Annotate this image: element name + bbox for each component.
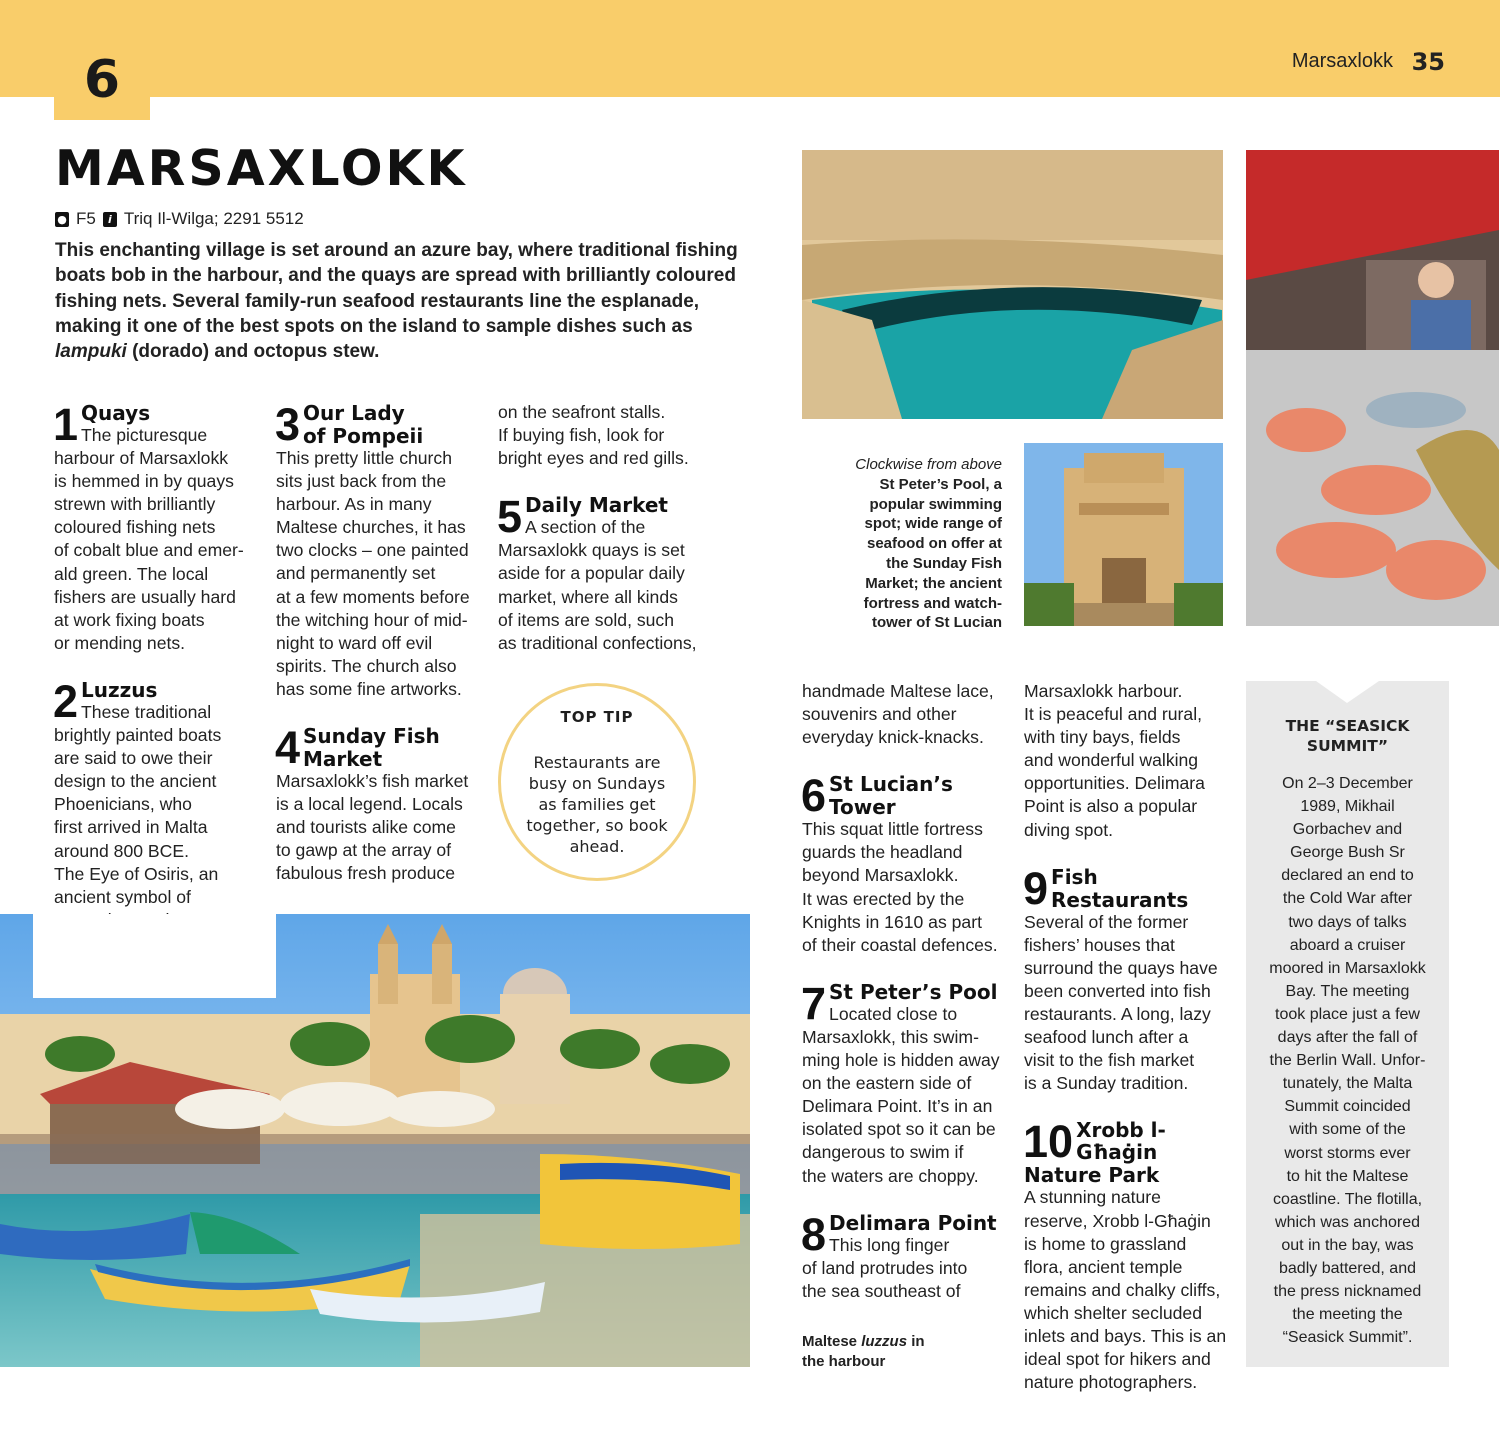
- body-line: It is peaceful and rural,: [1024, 704, 1202, 725]
- text-line: days after the fall of: [1277, 1029, 1418, 1047]
- body-line: seafood lunch after a: [1024, 1027, 1189, 1048]
- page-number: 35: [1411, 48, 1445, 76]
- body-line: If buying fish, look for: [498, 425, 665, 446]
- body-line: everyday knick-knacks.: [802, 727, 984, 748]
- top-tip-text: [508, 752, 686, 857]
- body-line: harbour. As in many: [276, 494, 432, 515]
- text-line: the meeting the: [1292, 1306, 1403, 1324]
- entry-title: Market: [303, 747, 383, 772]
- body-line: of items are sold, such: [498, 609, 675, 630]
- body-line: the witching hour of mid-: [276, 609, 468, 630]
- body-line: the waters are choppy.: [802, 1165, 979, 1186]
- entry-title: Nature Park: [1024, 1163, 1160, 1188]
- body-line: dangerous to swim if: [802, 1142, 964, 1163]
- body-line: Marsaxlokk, this swim-: [802, 1026, 979, 1047]
- body-line: has some fine artworks.: [276, 678, 462, 699]
- entry-sunday-fish-market: [276, 724, 491, 885]
- tower-illustration: [1024, 443, 1223, 626]
- body-line: handmade Maltese lace,: [802, 681, 994, 701]
- text-line: SUMMIT”: [1306, 737, 1389, 755]
- body-line: night to ward off evil: [276, 632, 433, 653]
- body-line: which shelter secluded: [1024, 1302, 1202, 1323]
- top-tip-heading: TOP TIP: [560, 708, 634, 726]
- harbour-photo-caption: Maltese luzzus in the harbour: [802, 1333, 925, 1370]
- column-1: [54, 401, 274, 978]
- body-line: and wonderful walking: [1024, 750, 1199, 771]
- body-line: flora, ancient temple: [1024, 1256, 1183, 1277]
- entry-title: Xrobb l-Għaġin: [1076, 1118, 1166, 1165]
- text-line: out in the bay, was: [1281, 1236, 1414, 1254]
- body-line: opportunities. Delimara: [1024, 773, 1205, 794]
- text-line: St Peter’s Pool, a: [879, 475, 1002, 493]
- chapter-number: 6: [83, 50, 121, 110]
- body-line: Marsaxlokk’s fish market: [276, 771, 469, 792]
- page-title: MARSAXLOKK: [55, 140, 468, 197]
- body-line: of land protrudes into: [802, 1257, 968, 1278]
- body-line: Phoenicians, who: [54, 794, 192, 815]
- body-line: souvenirs and other: [802, 704, 957, 725]
- entry-title: Luzzus: [81, 677, 158, 702]
- body-line: bright eyes and red gills.: [498, 448, 689, 469]
- text-line: Bay. The meeting: [1285, 982, 1410, 1000]
- fish-market-illustration: [1246, 150, 1499, 626]
- body-line: ancient symbol of: [54, 886, 191, 907]
- info-icon: i: [103, 212, 117, 227]
- body-line: ideal spot for hikers and: [1024, 1349, 1211, 1370]
- text-line: George Bush Sr: [1290, 844, 1405, 862]
- text-line: seafood on offer at: [866, 535, 1002, 553]
- entry-title: of Pompeii: [303, 424, 424, 448]
- text-line: aboard a cruiser: [1289, 936, 1406, 954]
- entry-quays: [54, 401, 274, 655]
- entry-heading: [1023, 862, 1239, 914]
- entry-title: Fish: [1051, 864, 1098, 889]
- st-peters-pool-photo: [802, 150, 1223, 419]
- text-line: with some of the: [1289, 1121, 1406, 1139]
- text-line: Gorbachev and: [1292, 821, 1403, 839]
- body-line: aside for a popular daily: [498, 563, 685, 584]
- text-line: tower of St Lucian: [871, 614, 1002, 632]
- entry-title: St Peter’s Pool: [829, 979, 998, 1004]
- entry-number: 8: [801, 1208, 827, 1260]
- body-line: beyond Marsaxlokk.: [802, 865, 959, 886]
- body-line: ald green. The local: [54, 563, 209, 584]
- body-line: of their coastal defences.: [802, 934, 998, 955]
- text-line: to hit the Maltese: [1286, 1167, 1409, 1185]
- fish-market-photo: [1246, 150, 1499, 626]
- body-line: at work fixing boats: [54, 609, 205, 630]
- body-line: These traditional: [81, 701, 212, 722]
- text-line: spot; wide range of: [864, 515, 1002, 533]
- body-line: at a few moments before: [276, 586, 470, 607]
- text-line: took place just a few: [1275, 1005, 1420, 1023]
- entry-number: 3: [275, 399, 301, 450]
- entry-number: 1: [53, 399, 79, 450]
- body-line: The Eye of Osiris, an: [54, 863, 219, 884]
- body-line: nature photographers.: [1024, 1372, 1198, 1393]
- entry-number: 2: [53, 675, 79, 727]
- entry-delimara-point: [801, 1208, 1017, 1303]
- body-line: and permanently set: [276, 563, 436, 584]
- text-line: badly battered, and: [1279, 1259, 1416, 1277]
- body-line: This squat little fortress: [802, 819, 983, 840]
- listing-meta: [55, 209, 304, 229]
- body-line: or mending nets.: [54, 632, 186, 653]
- body-line: to gawp at the array of: [276, 840, 452, 861]
- text-line: the press nicknamed: [1273, 1283, 1422, 1301]
- body-line: Several of the former: [1024, 911, 1189, 932]
- body-line: This long finger: [829, 1234, 950, 1255]
- body-line: is a local legend. Locals: [276, 794, 463, 815]
- entry-title: St Lucian’s: [829, 772, 953, 797]
- body-line: Located close to: [829, 1003, 958, 1024]
- entry-title: Sunday Fish: [303, 724, 440, 749]
- entry-title: Daily Market: [525, 493, 668, 518]
- body-line: A section of the: [525, 517, 646, 538]
- body-line: fabulous fresh produce: [276, 863, 455, 884]
- body-line: reserve, Xrobb l-Għaġin: [1024, 1210, 1211, 1231]
- entry-fish-restaurants: [1023, 862, 1239, 1096]
- text-line: 1989, Mikhail: [1300, 798, 1395, 816]
- entry-heading: [1024, 1118, 1239, 1186]
- body-line: on the seafront stalls.: [498, 402, 666, 422]
- st-lucian-tower-photo: [1024, 443, 1223, 626]
- text-line: two days of talks: [1288, 913, 1407, 931]
- text-line: worst storms ever: [1284, 1144, 1411, 1162]
- body-line: harbour of Marsaxlokk: [54, 448, 229, 469]
- body-line: fishers are usually hard: [54, 586, 236, 607]
- body-line: Knights in 1610 as part: [802, 911, 982, 932]
- body-line: visit to the fish market: [1024, 1050, 1195, 1071]
- map-pin-icon: ●: [55, 212, 69, 227]
- text-line: as families get: [538, 795, 656, 814]
- body-line: been converted into fish: [1024, 980, 1211, 1001]
- body-line: This pretty little church: [276, 448, 452, 468]
- body-line: ming hole is hidden away: [802, 1050, 1000, 1071]
- body-line: is a Sunday tradition.: [1024, 1073, 1189, 1094]
- text-line: THE “SEASICK: [1285, 717, 1410, 735]
- body-line: inlets and bays. This is an: [1024, 1325, 1227, 1346]
- body-line: is hemmed in by quays: [54, 471, 234, 492]
- body-line: isolated spot so it can be: [802, 1119, 996, 1140]
- sidebar-title: [1251, 716, 1444, 756]
- entry-st-peters-pool: [801, 977, 1017, 1188]
- photo-caption-intro: Clockwise from above: [855, 456, 1002, 473]
- text-line: busy on Sundays: [528, 774, 666, 793]
- text-line: Market; the ancient: [865, 574, 1002, 592]
- entry-number: 5: [497, 491, 523, 543]
- column-3: [498, 401, 713, 655]
- entry-number: 6: [801, 770, 827, 822]
- text-line: the Cold War after: [1282, 890, 1413, 908]
- text-line: “Seasick Summit”.: [1282, 1329, 1413, 1347]
- entry-daily-market: [498, 493, 713, 655]
- header-band: [0, 0, 1500, 97]
- body-line: are said to owe their: [54, 748, 213, 769]
- body-line: and tourists alike come: [276, 817, 456, 838]
- body-line: on the eastern side of: [802, 1073, 972, 1094]
- entry-title: Delimara Point: [829, 1210, 997, 1235]
- body-line: brightly painted boats: [54, 725, 222, 746]
- photo-caption-text: [802, 475, 1002, 633]
- body-line: is home to grassland: [1024, 1233, 1187, 1254]
- body-line: Maltese churches, it has: [276, 517, 466, 538]
- text-line: popular swimming: [869, 495, 1002, 513]
- intro-italic-term: lampuki: [55, 341, 127, 363]
- body-line: strewn with brilliantly: [54, 494, 216, 515]
- photo-caption: [802, 455, 1002, 633]
- entry-st-lucians-tower: [802, 772, 1017, 957]
- text-line: which was anchored: [1275, 1213, 1420, 1231]
- entry-heading: [275, 399, 491, 450]
- body-line: first arrived in Malta: [54, 817, 208, 838]
- column-2: [276, 401, 491, 886]
- text-line: the Sunday Fish: [886, 554, 1002, 572]
- entry-our-lady-of-pompeii: [276, 401, 491, 701]
- entry-heading: [801, 770, 1017, 822]
- body-line: with tiny bays, fields: [1024, 727, 1181, 748]
- body-line: A stunning nature: [1024, 1187, 1161, 1208]
- body-line: It was erected by the: [802, 888, 965, 909]
- body-line: as traditional confections,: [498, 632, 697, 653]
- entry-number: 9: [1023, 862, 1049, 914]
- body-line: sits just back from the: [276, 471, 447, 492]
- text-line: tunately, the Malta: [1282, 1075, 1413, 1093]
- body-line: Delimara Point. It’s in an: [802, 1096, 993, 1117]
- text-line: the Berlin Wall. Unfor-: [1269, 1052, 1426, 1070]
- body-line: spirits. The church also: [276, 655, 457, 676]
- body-line: the sea southeast of: [802, 1280, 961, 1301]
- text-line: Restaurants are: [533, 753, 661, 772]
- pool-illustration: [802, 150, 1223, 419]
- body-line: diving spot.: [1024, 819, 1113, 840]
- entry-4-continued: [498, 401, 713, 470]
- text-line: together, so book: [526, 816, 668, 835]
- entry-title: Our Lady: [303, 401, 405, 425]
- text-line: fortress and watch-: [863, 594, 1002, 612]
- sidebar-chevron: [1246, 681, 1449, 705]
- entry-number: 7: [801, 977, 827, 1029]
- body-line: around 800 BCE.: [54, 840, 189, 861]
- entry-number: 4: [275, 722, 301, 774]
- text-line: coastline. The flotilla,: [1272, 1190, 1423, 1208]
- entry-number: 10: [1023, 1116, 1074, 1168]
- body-line: guards the headland: [802, 842, 963, 863]
- body-line: two clocks – one painted: [276, 540, 469, 561]
- body-line: of cobalt blue and emer-: [54, 540, 244, 561]
- intro-paragraph: This enchanting village is set around an azure bay, where traditional fishing boats bob in the harbour, and the quays are spread with brilliantly coloured fishing nets. Several family-run seafood restaurants line the esplanade, making it one of the best spots on the island to sample dishes such as lampuki (dorado) and octopus stew.: [55, 240, 738, 363]
- body-line: surround the quays have: [1024, 957, 1218, 978]
- running-header-title: Marsaxlokk: [1291, 50, 1393, 72]
- body-line: remains and chalky cliffs,: [1024, 1279, 1221, 1300]
- body-line: market, where all kinds: [498, 586, 678, 607]
- entry-title: Quays: [81, 401, 151, 425]
- text-knockout-panel: [33, 914, 276, 998]
- map-reference: F5: [76, 209, 96, 228]
- body-line: restaurants. A long, lazy: [1024, 1004, 1211, 1025]
- text-line: declared an end to: [1281, 867, 1414, 885]
- entry-5-continued: [802, 680, 1017, 749]
- body-line: Point is also a popular: [1024, 796, 1198, 817]
- body-line: fishers’ houses that: [1024, 934, 1175, 955]
- body-line: Marsaxlokk harbour.: [1024, 681, 1183, 701]
- entry-xrobb-l-ghagin: [1024, 1118, 1239, 1394]
- text-line: On 2–3 December: [1282, 775, 1413, 792]
- body-line: Marsaxlokk quays is set: [498, 540, 685, 561]
- body-line: coloured fishing nets: [54, 517, 216, 538]
- entry-title: Tower: [829, 795, 896, 820]
- sidebar-text: [1251, 772, 1444, 1349]
- text-line: ahead.: [569, 837, 625, 856]
- entry-title: Restaurants: [1051, 887, 1189, 912]
- entry-heading: [275, 722, 491, 774]
- text-line: moored in Marsaxlokk: [1269, 959, 1426, 977]
- body-line: The picturesque: [81, 425, 208, 445]
- column-5: [1024, 680, 1239, 1394]
- column-4: [802, 680, 1017, 1303]
- text-line: Summit coincided: [1284, 1098, 1411, 1116]
- address-phone: Triq Il-Wilga; 2291 5512: [123, 209, 304, 228]
- entry-8-continued: [1024, 680, 1239, 842]
- body-line: design to the ancient: [54, 771, 217, 792]
